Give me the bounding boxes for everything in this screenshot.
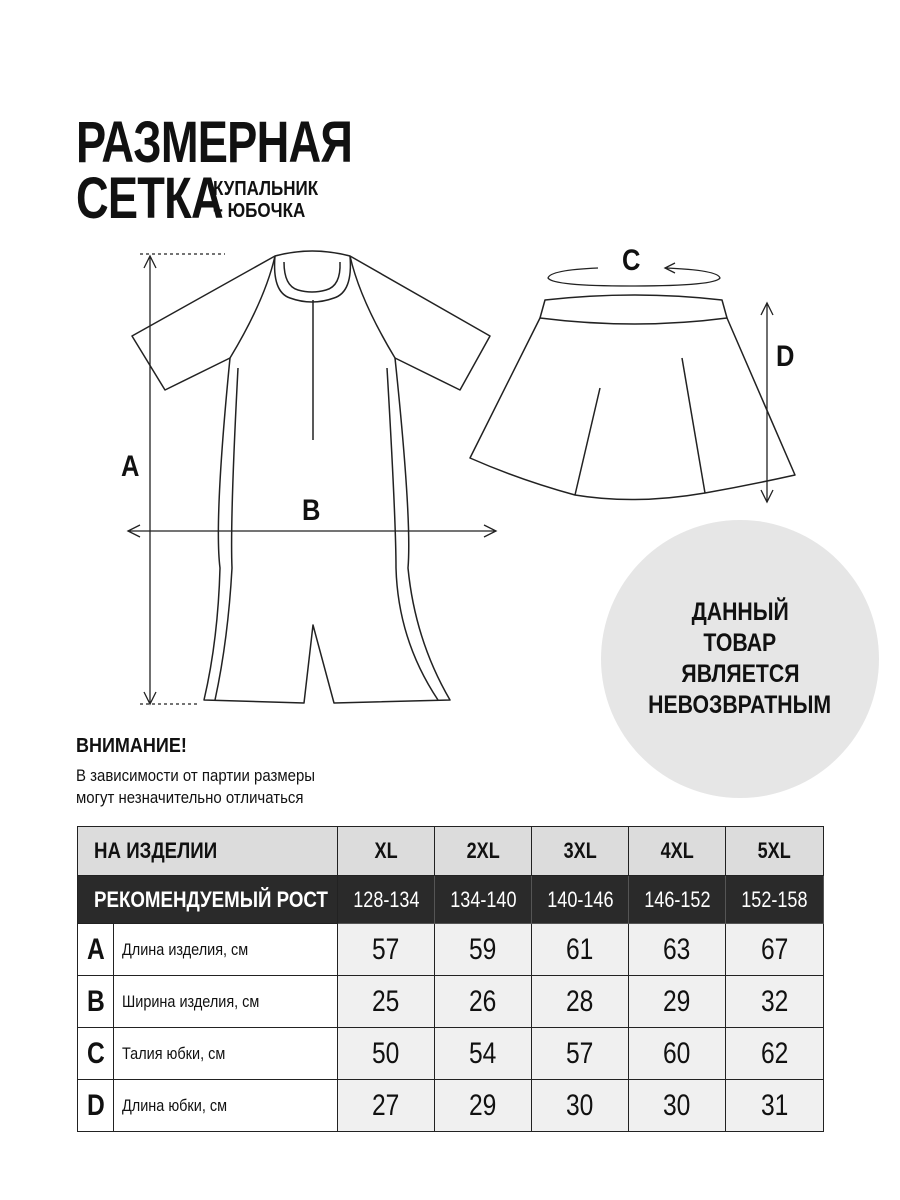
height-header-label: РЕКОМЕНДУЕМЫЙ РОСТ	[94, 886, 328, 912]
skirt-waistband	[540, 295, 727, 324]
warning-title: ВНИМАНИЕ!	[76, 735, 187, 757]
value-cell: 57	[372, 932, 400, 966]
value-cell: 62	[760, 1036, 789, 1070]
page-title-line-2: СЕТКА	[76, 166, 223, 231]
height-cell: 152-158	[741, 886, 808, 912]
size-cell: 5XL	[757, 838, 792, 863]
size-table	[77, 826, 824, 1132]
value-cell: 59	[469, 932, 497, 966]
notice-line-2: ТОВАР	[703, 629, 777, 657]
table-row	[78, 976, 824, 1028]
subtitle-line-2: + ЮБОЧКА	[213, 200, 306, 222]
value-cell: 50	[372, 1036, 400, 1070]
value-cell: 30	[663, 1088, 691, 1122]
subtitle-line-1: КУПАЛЬНИК	[213, 178, 319, 200]
height-cell: 128-134	[352, 886, 420, 912]
value-cell: 67	[760, 932, 789, 966]
value-cell: 60	[663, 1036, 691, 1070]
value-cell: 29	[663, 984, 691, 1018]
value-cell: 28	[566, 984, 594, 1018]
page-title-line-1: РАЗМЕРНАЯ	[76, 110, 353, 175]
row-label: Длина юбки, см	[122, 1095, 228, 1115]
table-row	[78, 924, 824, 976]
size-cell: XL	[374, 838, 398, 863]
size-cell: 4XL	[660, 838, 694, 863]
warning-text-line-1: В зависимости от партии размеры	[76, 766, 316, 785]
table-row	[78, 1028, 824, 1080]
value-cell: 63	[663, 932, 691, 966]
value-cell: 32	[760, 984, 789, 1018]
size-cell: 3XL	[563, 838, 597, 863]
warning-text-line-2: могут незначительно отличаться	[76, 788, 304, 807]
notice-line-1: ДАННЫЙ	[691, 598, 789, 626]
height-cell: 146-152	[643, 886, 711, 912]
value-cell: 30	[566, 1088, 594, 1122]
value-cell: 31	[760, 1088, 789, 1122]
notice-line-3: ЯВЛЯЕТСЯ	[680, 660, 800, 688]
row-label: Талия юбки, см	[122, 1043, 226, 1063]
row-letter: D	[86, 1088, 105, 1122]
value-cell: 25	[372, 984, 400, 1018]
size-cell: 2XL	[466, 838, 500, 863]
value-cell: 27	[372, 1088, 400, 1122]
dimension-label-b: B	[302, 494, 321, 527]
value-cell: 61	[566, 932, 594, 966]
row-letter: A	[86, 932, 105, 966]
row-letter: B	[86, 984, 105, 1018]
size-header-row	[78, 827, 824, 876]
swimsuit-outline	[132, 251, 490, 703]
dimension-label-d: D	[776, 340, 795, 373]
height-cell: 134-140	[449, 886, 517, 912]
height-cell: 140-146	[546, 886, 614, 912]
value-cell: 26	[469, 984, 497, 1018]
row-label: Ширина изделия, см	[122, 991, 260, 1011]
row-letter: C	[86, 1036, 105, 1070]
height-header-row	[78, 876, 824, 924]
skirt-outline	[470, 318, 795, 500]
non-returnable-notice	[601, 520, 879, 798]
value-cell: 29	[469, 1088, 497, 1122]
size-header-label: НА ИЗДЕЛИИ	[94, 838, 218, 863]
value-cell: 54	[469, 1036, 497, 1070]
table-row	[78, 1080, 824, 1132]
dimension-label-c: C	[622, 244, 641, 277]
dimension-label-a: A	[121, 450, 140, 483]
value-cell: 57	[566, 1036, 594, 1070]
row-label: Длина изделия, см	[122, 939, 249, 959]
notice-line-4: НЕВОЗВРАТНЫМ	[648, 691, 832, 719]
